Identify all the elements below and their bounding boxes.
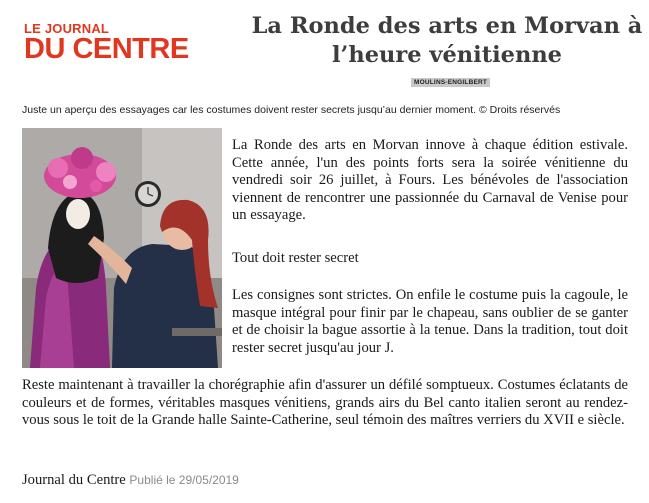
article-paragraph-2: Les consignes sont strictes. On enfile le costume puis la cagoule, le masque intégral pour finir par le chapeau, sans oublier de se ganter et de choisir la bague assortie à la tenue. Dans la tradition, tout doit rester secret jusqu'au jour J.: [232, 287, 628, 356]
article-title: La Ronde des arts en Morvan à l’heure vénitienne: [251, 13, 643, 68]
location-tag: MOULINS-ENGILBERT: [411, 78, 490, 87]
source-name: Journal du Centre: [22, 472, 126, 488]
article-paragraph-1: La Ronde des arts en Morvan innove à chaque édition estivale. Cette année, l'un des points forts sera la soirée vénitienne du vendredi soir 26 juillet, à Fours. Les bénévoles de l'association viennent de rencontrer une passionnée du Carnaval de Venise pour un essayage.: [232, 137, 628, 223]
article-subheading: Tout doit rester secret: [232, 250, 359, 266]
article-paragraph-3: Reste maintenant à travailler la chorégraphie afin d'assurer un défilé somptueux. Costumes éclatants de couleurs et de formes, véritables masques vénitiens, grands airs du Bel canto italien seront au rendez-vous sous le toit de la Grande halle Sainte-Catherine, seul témoin des maîtres verriers du XVII e siècle.: [22, 377, 628, 428]
publish-date: Publié le 29/05/2019: [129, 473, 239, 487]
newspaper-logo: [24, 22, 194, 72]
logo-line-1: LE JOURNAL: [24, 21, 110, 36]
costume-fitting-photo: [22, 128, 222, 368]
article-footer: [22, 472, 239, 489]
photo-caption: Juste un aperçu des essayages car les costumes doivent rester secrets jusqu’au dernier moment. © Droits réservés: [22, 104, 561, 116]
logo-line-2: DU CENTRE: [24, 33, 189, 65]
